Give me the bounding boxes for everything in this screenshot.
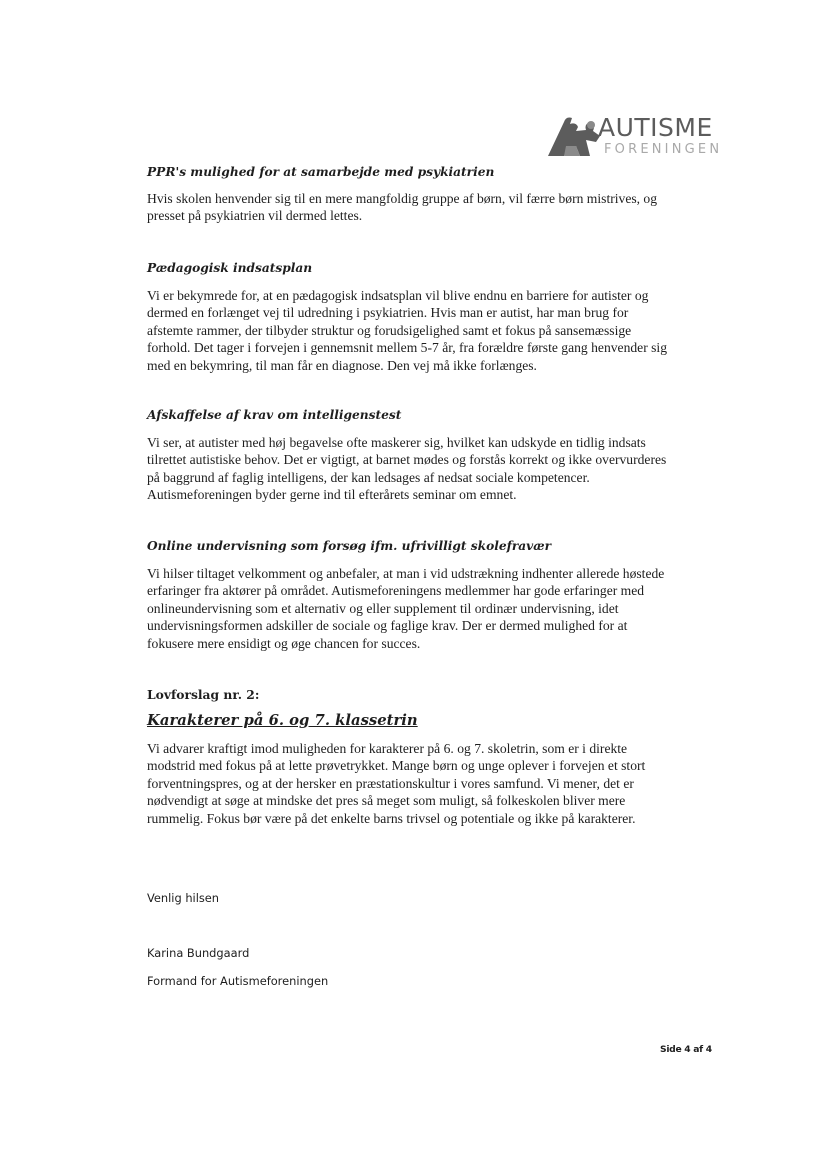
logo-wordmark: AUTISME — [598, 113, 713, 142]
section-heading-ppr: PPR's mulighed for at samarbejde med psykiatrien — [147, 165, 495, 179]
lovforslag-heading: Karakterer på 6. og 7. klassetrin — [147, 712, 418, 729]
section-heading-indsatsplan: Pædagogisk indsatsplan — [147, 261, 313, 275]
section-body-indsatsplan — [147, 287, 667, 374]
page-number: Side 4 af 4 — [660, 1044, 712, 1055]
text-line: onlineundervisning som et alternativ og eller supplement til ordinær undervisning, idet — [147, 600, 619, 616]
text-line: Vi advarer kraftigt imod muligheden for karakterer på 6. og 7. skoletrin, som er i direkte — [147, 741, 628, 756]
text-line: fokusere mere ensidigt og øge chancen for succes. — [147, 635, 421, 651]
text-line: afstemte rammer, der tilbyder struktur og forudsigelighed samt et fokus på sansemæssige — [147, 322, 632, 338]
text-line: tilrettet autistiske behov. Det er vigtigt, at barnet mødes og forstås korrekt og ikke overvurderes — [147, 452, 667, 468]
text-line: forhold. Det tager i forvejen i gennemsnit mellem 5-7 år, fra forældre første gang henvender sig — [147, 340, 667, 356]
section-body-ppr — [147, 190, 657, 225]
signoff-title: Formand for Autismeforeningen — [147, 974, 329, 988]
text-line: rummelig. Fokus bør være på det enkelte barns trivsel og potentiale og ikke på karakterer. — [147, 810, 636, 826]
text-line: dermed en forlænget vej til udredning i psykiatrien. Hvis man er autist, har man brug for — [147, 305, 629, 321]
autismeforeningen-logo — [546, 112, 730, 164]
text-line: nødvendigt at søge at mindske det pres så meget som muligt, så folkeskolen bliver mere — [147, 793, 626, 809]
text-line: Vi hilser tiltaget velkomment og anbefaler, at man i vid udstrækning indhenter allerede høstede — [147, 566, 665, 581]
text-line: erfaringer fra aktører på området. Autismeforeningens medlemmer har gode erfaringer med — [147, 583, 645, 599]
text-line: Autismeforeningen byder gerne ind til efterårets seminar om emnet. — [147, 487, 517, 503]
lovforslag-body — [147, 740, 645, 827]
text-line: med en bekymring, til man får en diagnose. Den vej må ikke forlænges. — [147, 357, 537, 373]
lovforslag-label: Lovforslag nr. 2: — [147, 687, 260, 702]
text-line: modstrid med fokus på at lette prøvetrykket. Mange børn og unge oplever i forvejen et stort — [147, 758, 646, 774]
text-line: presset på psykiatrien vil dermed lettes. — [147, 208, 363, 224]
signoff-name: Karina Bundgaard — [147, 946, 250, 960]
section-heading-online-undervisning: Online undervisning som forsøg ifm. ufrivilligt skolefravær — [147, 539, 552, 553]
section-heading-intelligenstest: Afskaffelse af krav om intelligenstest — [147, 408, 402, 422]
text-line: Vi ser, at autister med høj begavelse ofte maskerer sig, hvilket kan udskyde en tidlig indsats — [147, 435, 646, 450]
text-line: Vi er bekymrede for, at en pædagogisk indsatsplan vil blive endnu en barriere for autister og — [147, 288, 649, 303]
signoff-greeting: Venlig hilsen — [147, 891, 220, 905]
text-line: undervisningsformen adskiller de sociale og faglige krav. Der er dermed mulighed for at — [147, 618, 628, 634]
text-line: forventningspres, og at der hersker en præstationskultur i vores samfund. Vi mener, det er — [147, 775, 634, 791]
section-body-intelligenstest — [147, 434, 666, 504]
section-body-online-undervisning — [147, 565, 664, 652]
text-line: på baggrund af faglig intelligens, der kan ledsages af nedsat sociale kompetencer. — [147, 469, 590, 485]
text-line: Hvis skolen henvender sig til en mere mangfoldig gruppe af børn, vil færre børn mistrives, og — [147, 191, 658, 206]
logo-subtitle: FORENINGEN — [604, 142, 723, 157]
